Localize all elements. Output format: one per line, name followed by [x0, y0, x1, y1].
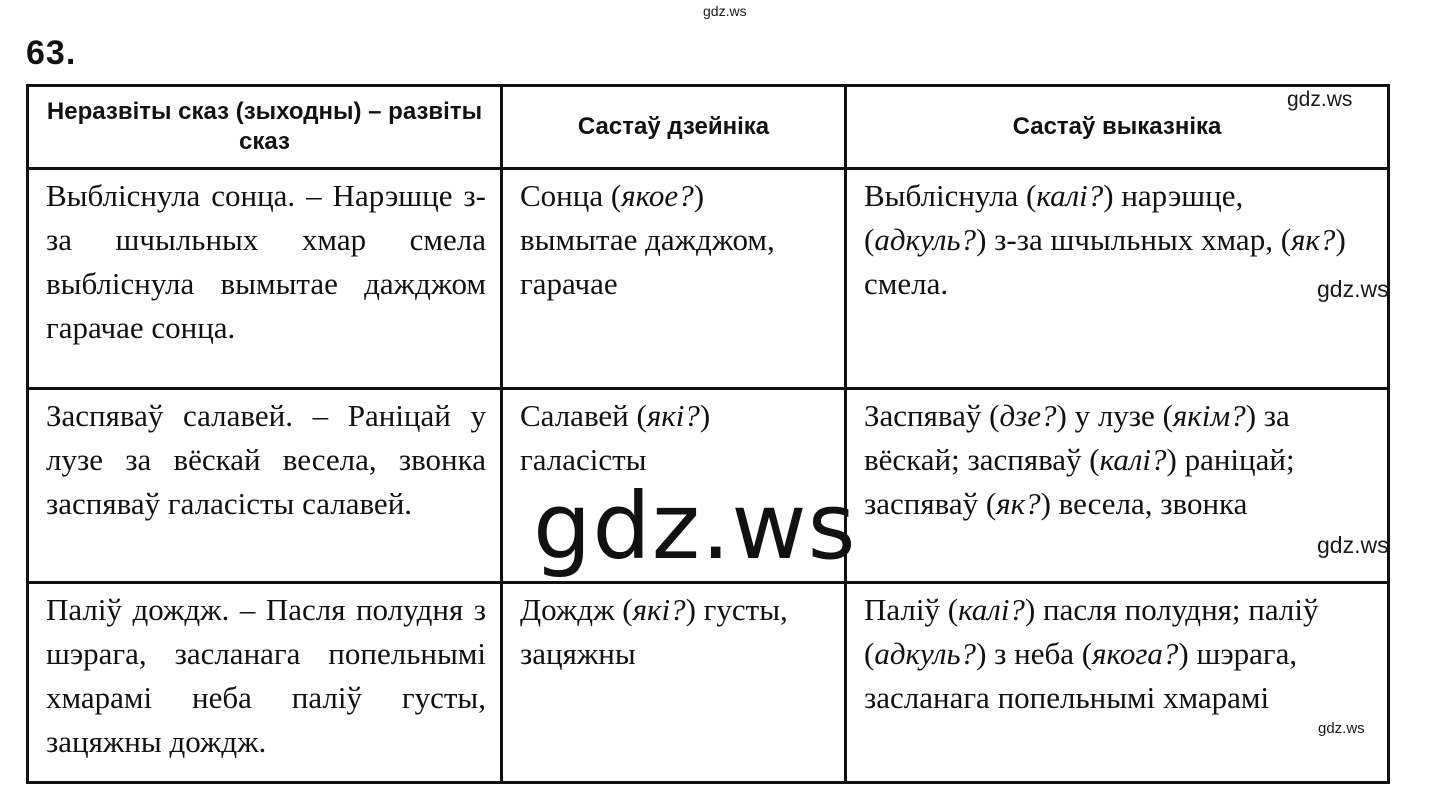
text-part: ) шэрага, засланага попельнымі хмарамі [864, 636, 1298, 715]
text-part: ) у лузе ( [1056, 398, 1173, 433]
watermark-large: gdz.ws [533, 473, 857, 580]
text-part: ) раніцай; заспяваў ( [864, 442, 1295, 521]
text-part: ) густы, зацяжны [520, 592, 788, 671]
text-part: ) нарэшце, ( [864, 178, 1244, 257]
question-word: як? [1291, 222, 1336, 257]
text-part: ) смела. [864, 222, 1346, 301]
row3-sentence: Паліў дождж. – Пасля полудня з шэрага, засланага попельнымі хмарамі неба паліў густы, зацяжны дождж. [28, 583, 502, 783]
question-word: які? [632, 592, 686, 627]
row2-sentence: Заспяваў салавей. – Раніцай у лузе за вёскай весела, звонка заспяваў галасісты салавей. [28, 389, 502, 583]
text-part: Дождж ( [520, 592, 633, 627]
question-word: калі? [958, 592, 1025, 627]
header-predicate-composition: Састаў выказніка [846, 86, 1389, 169]
question-word: адкуль? [874, 222, 977, 257]
question-word: якога? [1092, 636, 1179, 671]
text-part: Сонца ( [520, 178, 622, 213]
answer-table [26, 84, 1390, 784]
row2-predicate [846, 389, 1389, 583]
text-part: ) весела, звонка [1040, 486, 1248, 521]
watermark-header: gdz.ws [1287, 88, 1353, 111]
row1-sentence: Выбліснула сонца. – Нарэшце з-за шчыльных хмар смела выбліснула вымытае дажджом гарачае сонца. [28, 169, 502, 389]
row3-predicate [846, 583, 1389, 783]
question-word: адкуль? [874, 636, 977, 671]
table-header-row [28, 86, 1389, 169]
question-word: як? [996, 486, 1041, 521]
table-row [28, 583, 1389, 783]
watermark-row1: gdz.ws [1317, 276, 1389, 302]
question-word: калі? [1036, 178, 1104, 213]
row3-subject [502, 583, 846, 783]
row1-predicate [846, 169, 1389, 389]
question-word: калі? [1099, 442, 1167, 477]
text-part: Заспяваў ( [864, 398, 1000, 433]
text-part: ) з неба ( [976, 636, 1093, 671]
text-part: ) галасісты [520, 398, 711, 477]
question-word: дзе? [999, 398, 1057, 433]
row1-subject [502, 169, 846, 389]
text-part: ) пасля полудня; паліў ( [864, 592, 1319, 671]
text-part: ) за вёскай; заспяваў ( [864, 398, 1290, 477]
question-word: якое? [621, 178, 694, 213]
text-part: Салавей ( [520, 398, 647, 433]
text-part: Паліў ( [864, 592, 959, 627]
table-row [28, 169, 1389, 389]
text-part: ) вымытае дажджом, гарачае [520, 178, 775, 301]
header-sentence-transformation: Неразвіты сказ (зыходны) – развіты сказ [28, 86, 502, 169]
text-part: ) з-за шчыльных хмар, ( [976, 222, 1292, 257]
text-part: Выбліснула ( [864, 178, 1037, 213]
header-subject-composition: Састаў дзейніка [502, 86, 846, 169]
question-word: якім? [1172, 398, 1246, 433]
watermark-top: gdz.ws [703, 3, 747, 19]
question-word: які? [646, 398, 700, 433]
watermark-row3: gdz.ws [1318, 720, 1365, 737]
watermark-row2: gdz.ws [1317, 532, 1389, 558]
exercise-number: 63. [26, 34, 77, 72]
